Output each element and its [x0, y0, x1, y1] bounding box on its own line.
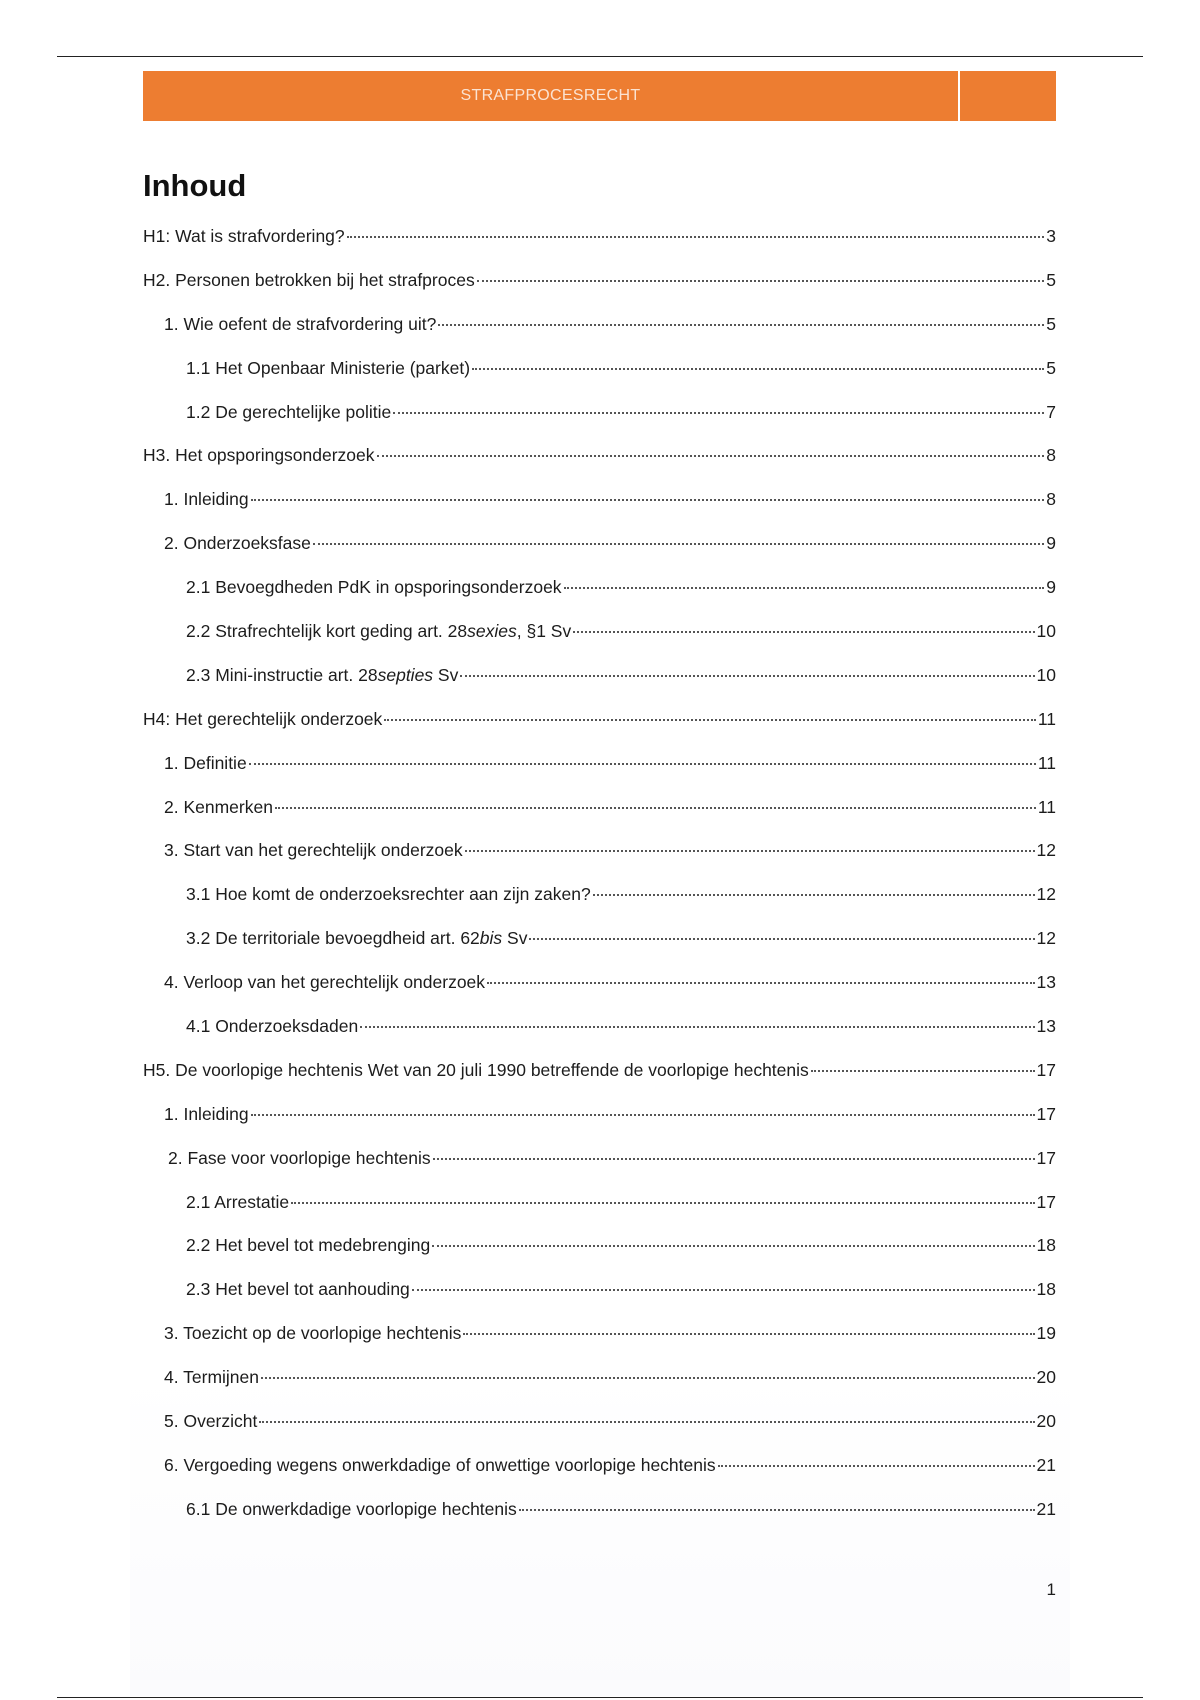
toc-entry-page[interactable]: 17: [1036, 1059, 1056, 1080]
toc-dot-leader: [377, 455, 1045, 457]
toc-dot-leader: [384, 719, 1036, 721]
toc-entry-text[interactable]: 2.3 Het bevel tot aanhouding: [186, 1279, 410, 1300]
toc-entry[interactable]: [143, 1411, 1056, 1455]
toc-entry-text[interactable]: 2. Onderzoeksfase: [164, 533, 311, 554]
toc-entry-page[interactable]: 20: [1036, 1367, 1056, 1388]
toc-heading: Inhoud: [143, 168, 247, 203]
toc-entry[interactable]: [143, 709, 1056, 753]
toc-entry-text[interactable]: 2. Fase voor voorlopige hechtenis: [168, 1147, 431, 1168]
toc-entry-page[interactable]: 5: [1046, 269, 1056, 290]
toc-entry-page[interactable]: 18: [1036, 1279, 1056, 1300]
toc-dot-leader: [251, 1114, 1035, 1116]
toc-entry-page[interactable]: 13: [1036, 972, 1056, 993]
toc-entry-page[interactable]: 10: [1036, 664, 1056, 685]
toc-dot-leader: [433, 1158, 1035, 1160]
toc-entry-page[interactable]: 10: [1036, 621, 1056, 642]
toc-entry[interactable]: [143, 358, 1056, 402]
toc-dot-leader: [249, 763, 1036, 765]
toc-entry[interactable]: [143, 1148, 1056, 1192]
toc-entry[interactable]: [143, 1455, 1056, 1499]
toc-entry-page[interactable]: 12: [1036, 884, 1056, 905]
toc-entry-page[interactable]: 19: [1036, 1323, 1056, 1344]
toc-dot-leader: [564, 587, 1045, 589]
toc-entry[interactable]: [143, 577, 1056, 621]
toc-entry-text[interactable]: 1. Definitie: [164, 752, 247, 773]
toc-entry-text[interactable]: H2. Personen betrokken bij het strafproces: [143, 269, 475, 290]
toc-entry-text[interactable]: 3.1 Hoe komt de onderzoeksrechter aan zijn zaken?: [186, 884, 591, 905]
toc-entry-text[interactable]: 2.1 Arrestatie: [186, 1191, 290, 1212]
toc-dot-leader: [477, 280, 1045, 282]
toc-entry[interactable]: [143, 1104, 1056, 1148]
toc-dot-leader: [465, 850, 1035, 852]
toc-entry-text[interactable]: 2.2 Het bevel tot medebrenging: [186, 1235, 431, 1256]
toc-entry-page[interactable]: 12: [1036, 840, 1056, 861]
toc-entry[interactable]: [143, 928, 1056, 972]
toc-entry-text[interactable]: 4.1 Onderzoeksdaden: [186, 1016, 359, 1037]
toc-dot-leader: [487, 982, 1034, 984]
toc-dot-leader: [291, 1202, 1034, 1204]
toc-entry-page[interactable]: 21: [1036, 1454, 1056, 1475]
toc-entry-page[interactable]: 17: [1036, 1103, 1056, 1124]
toc-entry[interactable]: [143, 797, 1056, 841]
toc-entry-page[interactable]: 8: [1046, 445, 1056, 466]
toc-entry[interactable]: [143, 445, 1056, 489]
toc-entry-page[interactable]: 11: [1037, 708, 1056, 729]
toc-dot-leader: [313, 543, 1044, 545]
toc-entry-text[interactable]: H1: Wat is strafvordering?: [143, 226, 345, 246]
toc-dot-leader: [259, 1421, 1034, 1423]
toc-entry[interactable]: [143, 270, 1056, 314]
toc-dot-leader: [593, 894, 1035, 896]
toc-entry[interactable]: [143, 1499, 1056, 1543]
toc-entry-text[interactable]: 3. Start van het gerechtelijk onderzoek: [164, 840, 463, 861]
toc-entry-page[interactable]: 9: [1046, 533, 1056, 554]
toc-entry-text[interactable]: 4. Termijnen: [164, 1367, 260, 1388]
toc-entry-text[interactable]: H5. De voorlopige hechtenis Wet van 20 juli 1990 betreffende de voorlopige hechtenis: [143, 1059, 809, 1080]
toc-entry-text[interactable]: 5. Overzicht: [164, 1411, 258, 1432]
toc-entry[interactable]: [143, 753, 1056, 797]
toc-entry-page[interactable]: 17: [1036, 1191, 1056, 1212]
toc-dot-leader: [460, 675, 1034, 677]
toc-entry-page[interactable]: 13: [1036, 1016, 1056, 1037]
toc-entry-page[interactable]: 12: [1036, 928, 1056, 949]
toc-dot-leader: [519, 1509, 1035, 1511]
toc-entry[interactable]: [143, 1060, 1056, 1104]
toc-dot-leader: [412, 1289, 1035, 1291]
toc-entry[interactable]: [143, 314, 1056, 358]
toc-entry[interactable]: [143, 226, 1056, 270]
toc-dot-leader: [718, 1465, 1035, 1467]
toc-dot-leader: [275, 807, 1036, 809]
bottom-rule: [57, 1697, 1143, 1698]
toc-entry-text[interactable]: 2. Kenmerken: [164, 796, 273, 817]
toc-entry-text[interactable]: 6. Vergoeding wegens onwerkdadige of onwettige voorlopige hechtenis: [164, 1454, 716, 1475]
toc-entry-text[interactable]: H3. Het opsporingsonderzoek: [143, 445, 375, 466]
document-header: [143, 71, 1056, 121]
toc-entry[interactable]: [143, 665, 1056, 709]
toc-dot-leader: [251, 499, 1045, 501]
table-of-contents: [143, 226, 1056, 1543]
top-rule: [57, 56, 1143, 57]
toc-dot-leader: [573, 631, 1034, 633]
toc-entry[interactable]: [143, 489, 1056, 533]
toc-entry-text[interactable]: 2.3 Mini-instructie art. 28septies Sv: [186, 664, 459, 685]
header-title: STRAFPROCESRECHT: [143, 71, 960, 121]
toc-entry[interactable]: [143, 621, 1056, 665]
toc-entry-page[interactable]: 21: [1036, 1498, 1056, 1519]
toc-entry-page[interactable]: 8: [1046, 489, 1056, 510]
toc-entry-page[interactable]: 11: [1037, 796, 1056, 817]
toc-entry-page[interactable]: 7: [1046, 401, 1056, 422]
toc-dot-leader: [438, 324, 1044, 326]
toc-entry-page[interactable]: 20: [1036, 1411, 1056, 1432]
toc-entry-page[interactable]: 5: [1046, 357, 1056, 378]
toc-entry[interactable]: [143, 1235, 1056, 1279]
toc-entry-text[interactable]: 3.2 De territoriale bevoegdheid art. 62bis Sv: [186, 928, 528, 949]
toc-dot-leader: [811, 1070, 1035, 1072]
toc-entry[interactable]: [143, 1192, 1056, 1236]
toc-entry[interactable]: [143, 1016, 1056, 1060]
toc-entry[interactable]: [143, 884, 1056, 928]
toc-entry-text[interactable]: 2.1 Bevoegdheden PdK in opsporingsonderzoek: [186, 577, 562, 598]
toc-entry-text[interactable]: 1.2 De gerechtelijke politie: [186, 401, 392, 422]
toc-entry[interactable]: [143, 533, 1056, 577]
toc-dot-leader: [360, 1026, 1034, 1028]
toc-entry-text[interactable]: 6.1 De onwerkdadige voorlopige hechtenis: [186, 1498, 517, 1519]
toc-entry[interactable]: [143, 972, 1056, 1016]
toc-dot-leader: [261, 1377, 1035, 1379]
page-number: 1: [1046, 1580, 1056, 1599]
toc-entry-text[interactable]: 3. Toezicht op de voorlopige hechtenis: [164, 1323, 462, 1344]
toc-entry-text[interactable]: 4. Verloop van het gerechtelijk onderzoek: [164, 972, 486, 993]
toc-entry-page[interactable]: 18: [1036, 1235, 1056, 1256]
toc-entry-text[interactable]: 2.2 Strafrechtelijk kort geding art. 28sexies, §1 Sv: [186, 621, 572, 642]
toc-dot-leader: [393, 412, 1044, 414]
toc-entry-text[interactable]: 1.1 Het Openbaar Ministerie (parket): [186, 357, 471, 378]
toc-dot-leader: [432, 1245, 1034, 1247]
toc-entry-text[interactable]: 1. Wie oefent de strafvordering uit?: [164, 313, 437, 334]
toc-entry-page[interactable]: 9: [1046, 577, 1056, 598]
toc-entry[interactable]: [143, 402, 1056, 446]
toc-entry-page[interactable]: 11: [1037, 752, 1056, 773]
toc-entry-text[interactable]: 1. Inleiding: [164, 1103, 249, 1124]
toc-entry-page[interactable]: 5: [1046, 313, 1056, 334]
toc-entry-text[interactable]: 1. Inleiding: [164, 489, 249, 510]
toc-entry-page[interactable]: 3: [1046, 226, 1056, 246]
header-empty-cell: [960, 71, 1056, 121]
toc-dot-leader: [529, 938, 1034, 940]
toc-entry[interactable]: [143, 1279, 1056, 1323]
toc-entry[interactable]: [143, 1367, 1056, 1411]
toc-entry-page[interactable]: 17: [1036, 1147, 1056, 1168]
toc-entry-text[interactable]: H4: Het gerechtelijk onderzoek: [143, 708, 383, 729]
toc-entry[interactable]: [143, 840, 1056, 884]
toc-dot-leader: [347, 236, 1045, 238]
toc-dot-leader: [463, 1333, 1034, 1335]
toc-entry[interactable]: [143, 1323, 1056, 1367]
toc-dot-leader: [472, 368, 1044, 370]
